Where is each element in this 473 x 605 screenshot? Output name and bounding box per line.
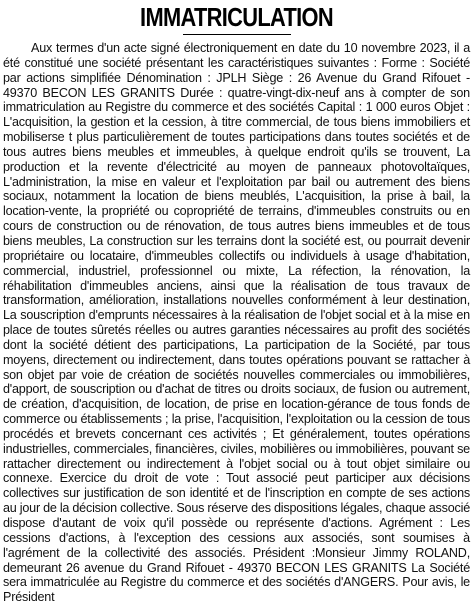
notice-body: Aux termes d'un acte signé électroniquement en date du 10 novembre 2023, il a été constitué une société présentant les caractéristiques suivantes : Forme : Société par actions simplifiée Dénomination : JPLH Siège : 26 Avenue du Grand Rifouet - 49370 BECON LES GRANITS Durée : quatre-vingt-dix-neuf ans à compter de son immatriculation au Registre du commerce et des sociétés Capital : 1 000 euros Objet : L'acquisition, la gestion et la cession, à titre commercial, de tous biens immobiliers et mobiliserse t plus particulièrement de toutes participations dans toutes sociétés et de tous autres biens meubles et immeubles, à quelque endroit qu'ils se trouvent, La production et la revente d'électricité au moyen de panneaux photovoltaïques, L'administration, la mise en valeur et l'exploitation par bail ou autrement des biens sociaux, notamment la location de biens meublés, L'acquisition, la prise à bail, la location-vente, la propriété ou copropriété de terrains, d'immeubles construits ou en cours de construction ou de rénovation, de tous autres biens immeubles et de tous biens meubles, La construction sur les terrains dont la société est, ou pourrait devenir propriétaire ou locataire, d'immeubles collectifs ou individuels à usage d'habitation, commercial, industriel, professionnel ou mixte, La réfection, la rénovation, la réhabilitation d'immeubles anciens, ainsi que la réalisation de tous travaux de transformation, amélioration, installations nouvelles conformément à leur destination, La souscription d'emprunts nécessaires à la réalisation de l'objet social et à la mise en place de toutes sûretés réelles ou autres garanties nécessaires au profit des sociétés dont la société détient des participations, La participation de la Société, par tous moyens, directement ou indirectement, dans toutes opérations pouvant se rattacher à son objet par voie de création de sociétés nouvelles commerciales ou immobilières, d'apport, de souscription ou d'achat de titres ou droits sociaux, de fusion ou autrement, de création, d'acquisition, de location, de prise en location-gérance de tous fonds de commerce ou établissements ; la prise, l'acquisition, l'exploitation ou la cession de tous procédés et brevets concernant ces activités ; Et généralement, toutes opérations industrielles, commerciales, financières, civiles, mobilières ou immobilières, pouvant se rattacher directement ou indirectement à l'objet social ou à tout objet similaire ou connexe. Exercice du droit de vote : Tout associé peut participer aux décisions collectives sur justification de son identité et de l'inscription en compte de ses actions au jour de la décision collective. Sous réserve des dispositions légales, chaque associé dispose d'autant de voix qu'il possède ou représente d'actions. Agrément : Les cessions d'actions, à l'exception des cessions aux associés, sont soumises à l'agrément de la collectivité des associés. Président :Monsieur Jimmy ROLAND, demeurant 26 avenue du Grand Rifouet - 49370 BECON LES GRANITS La Société sera immatriculée au Registre du commerce et des sociétés d'ANGERS. Pour avis, le Président xyxy=(3,41,470,605)
title-underline xyxy=(183,34,291,35)
notice-title: IMMATRICULATION xyxy=(140,2,333,32)
